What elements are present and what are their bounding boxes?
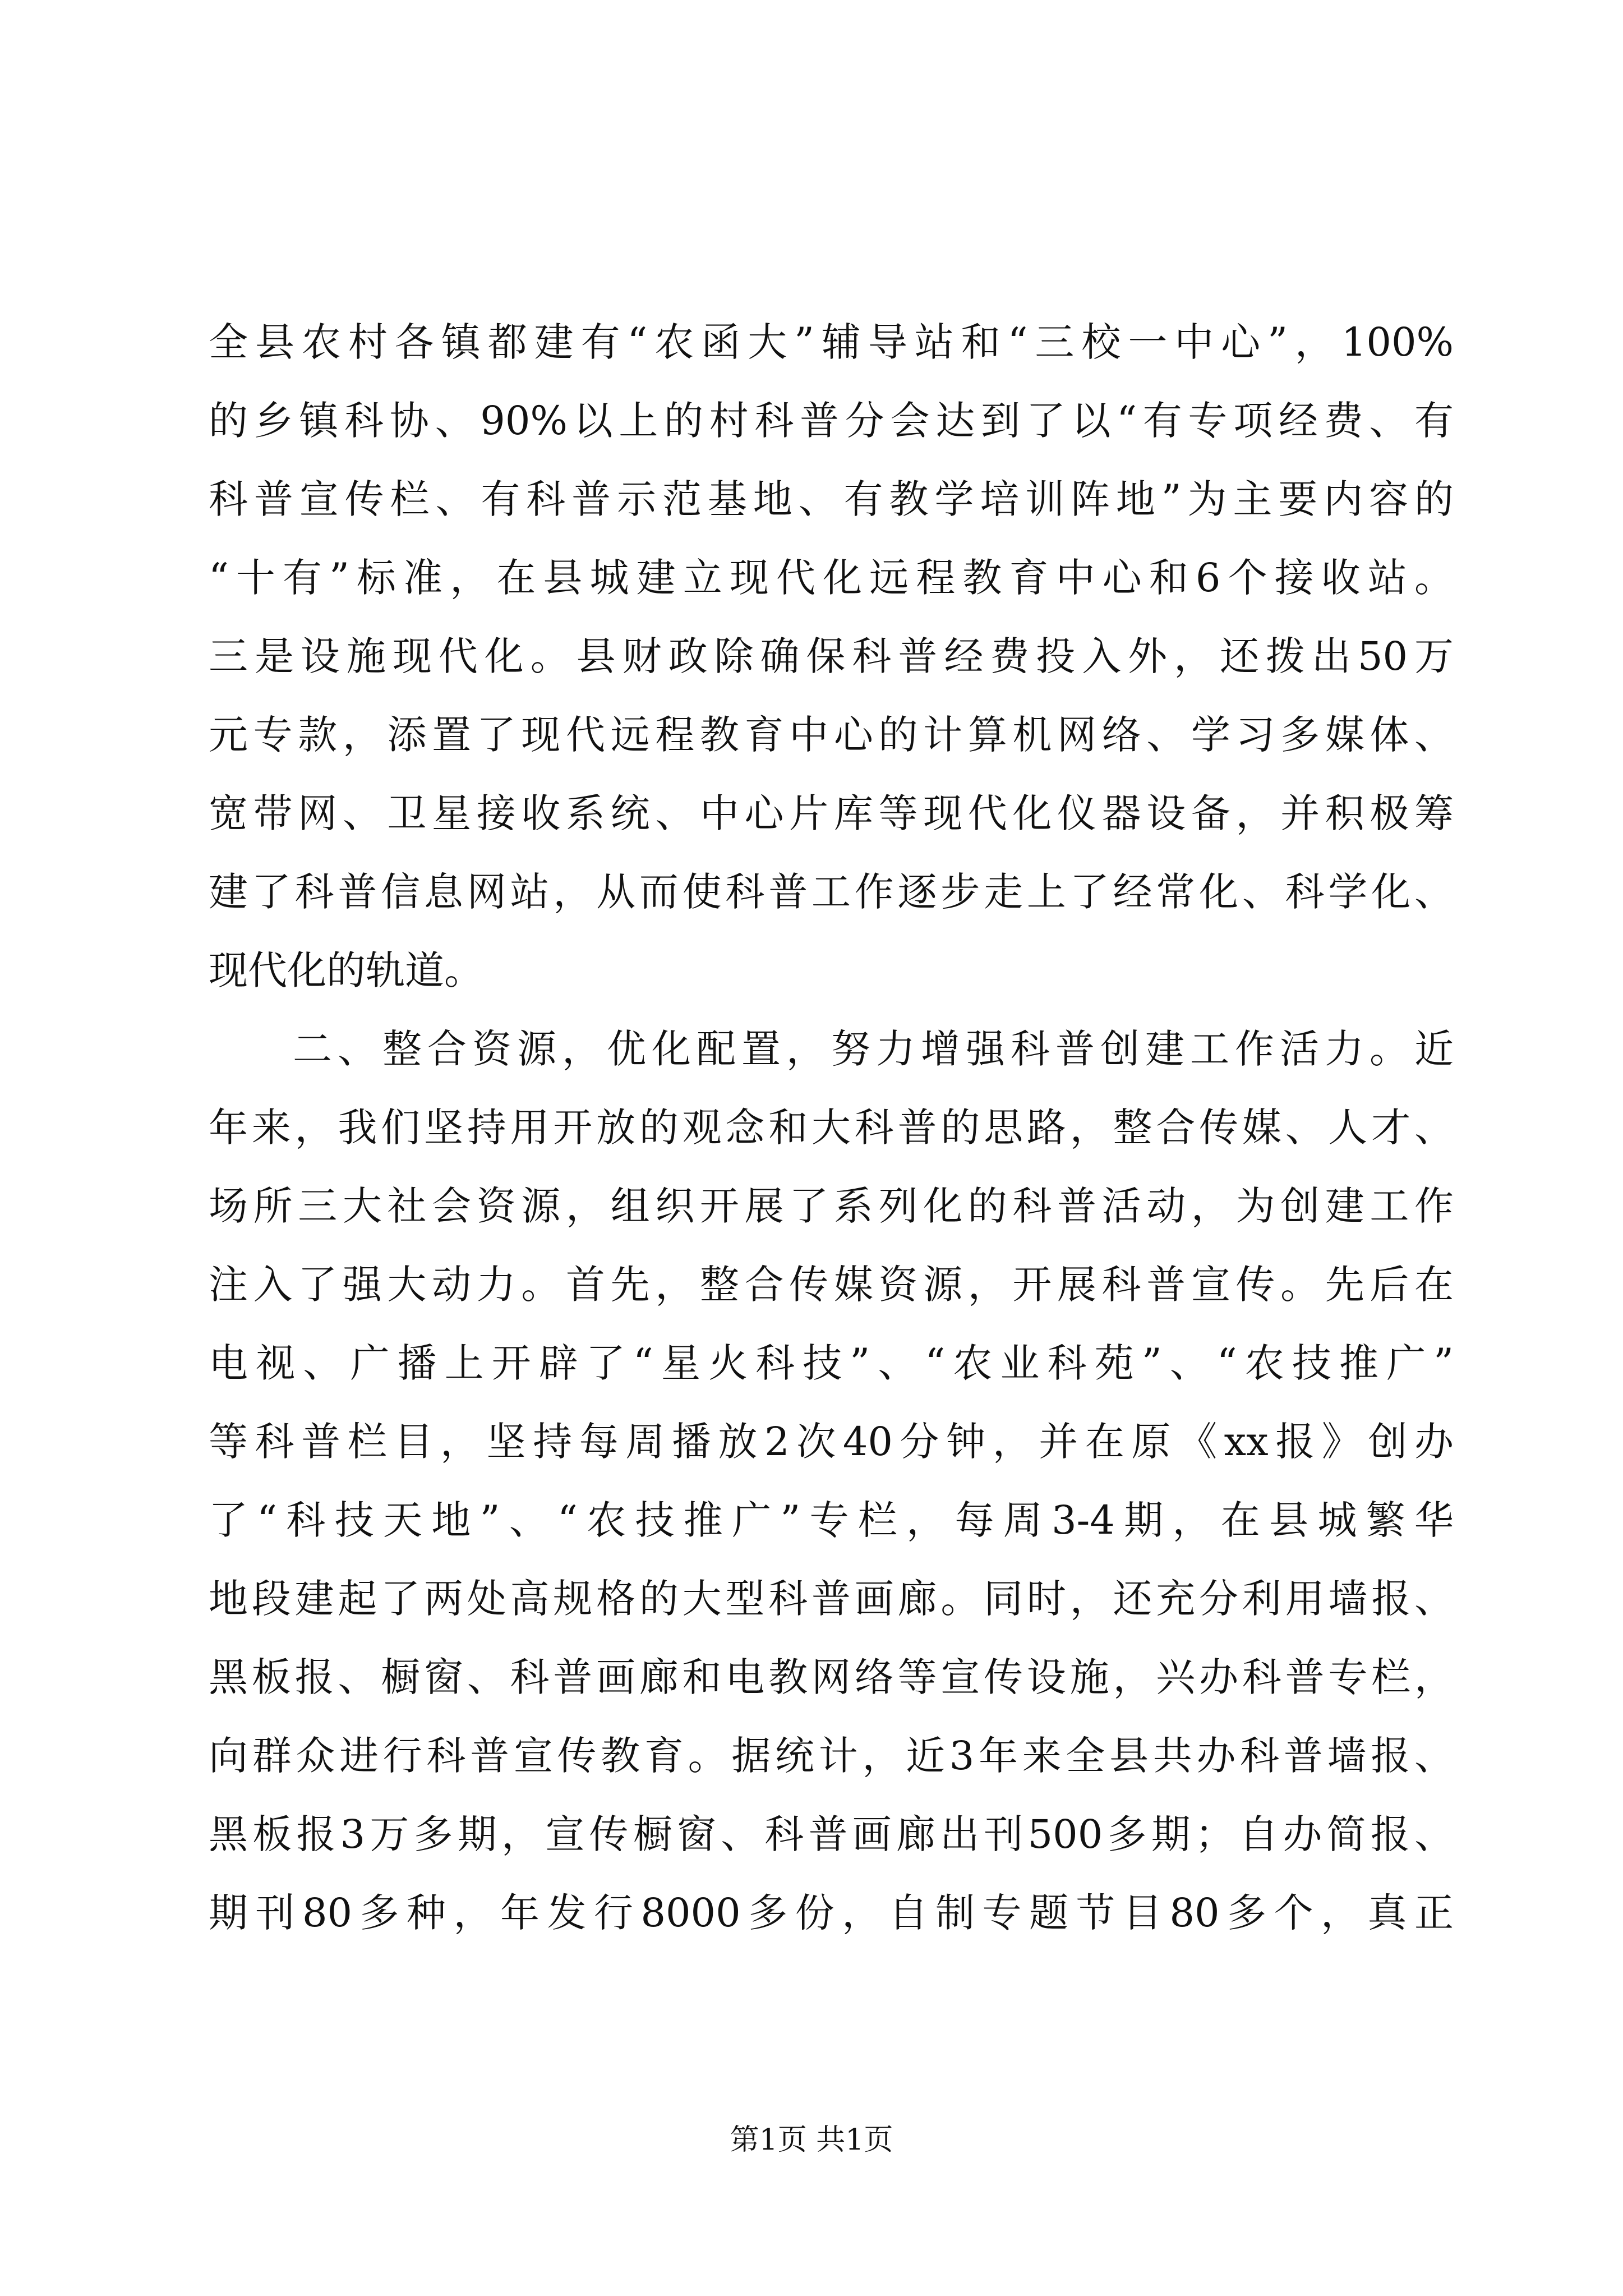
text-line: 电视、广播上开辟了“星火科技”、“农业科苑”、“农技推广” [209, 1340, 1454, 1386]
page-number-label: 第1页 共1页 [730, 2123, 893, 2157]
text-line: 全县农村各镇都建有“农函大”辅导站和“三校一中心”，100% [209, 319, 1454, 365]
text-line: 元专款，添置了现代远程教育中心的计算机网络、学习多媒体、 [209, 712, 1454, 758]
text-line: 三是设施现代化。县财政除确保科普经费投入外，还拨出50万 [209, 633, 1454, 679]
text-line: 等科普栏目，坚持每周播放2次40分钟，并在原《xx报》创办 [209, 1419, 1454, 1465]
text-line: 向群众进行科普宣传教育。据统计，近3年来全县共办科普墙报、 [209, 1733, 1454, 1779]
text-line: 宽带网、卫星接收系统、中心片库等现代化仪器设备，并积极筹 [209, 790, 1454, 836]
text-line: 年来，我们坚持用开放的观念和大科普的思路，整合传媒、人才、 [209, 1105, 1454, 1151]
text-line: 场所三大社会资源，组织开展了系列化的科普活动，为创建工作 [209, 1183, 1454, 1229]
text-line: 的乡镇科协、90%以上的村科普分会达到了以“有专项经费、有 [209, 398, 1454, 444]
text-line: 黑板报3万多期，宣传橱窗、科普画廊出刊500多期；自办简报、 [209, 1811, 1454, 1857]
text-line: 现代化的轨道。 [209, 947, 483, 993]
text-line: 黑板报、橱窗、科普画廊和电教网络等宣传设施，兴办科普专栏， [209, 1654, 1454, 1700]
page-footer [0, 2120, 1623, 2160]
text-line: “十有”标准，在县城建立现代化远程教育中心和6个接收站。 [209, 555, 1454, 601]
body-text [209, 303, 1454, 1952]
text-line: 地段建起了两处高规格的大型科普画廊。同时，还充分利用墙报、 [209, 1576, 1454, 1622]
text-line: 建了科普信息网站，从而使科普工作逐步走上了经常化、科学化、 [209, 869, 1454, 915]
text-line: 注入了强大动力。首先，整合传媒资源，开展科普宣传。先后在 [209, 1262, 1454, 1308]
text-line: 科普宣传栏、有科普示范基地、有教学培训阵地”为主要内容的 [209, 476, 1454, 522]
text-line: 了“科技天地”、“农技推广”专栏，每周3-4期，在县城繁华 [209, 1497, 1454, 1543]
text-line: 期刊80多种，年发行8000多份，自制专题节目80多个，真正 [209, 1890, 1454, 1936]
paragraph-start-line: 二、整合资源，优化配置，努力增强科普创建工作活力。近 [293, 1026, 1454, 1072]
